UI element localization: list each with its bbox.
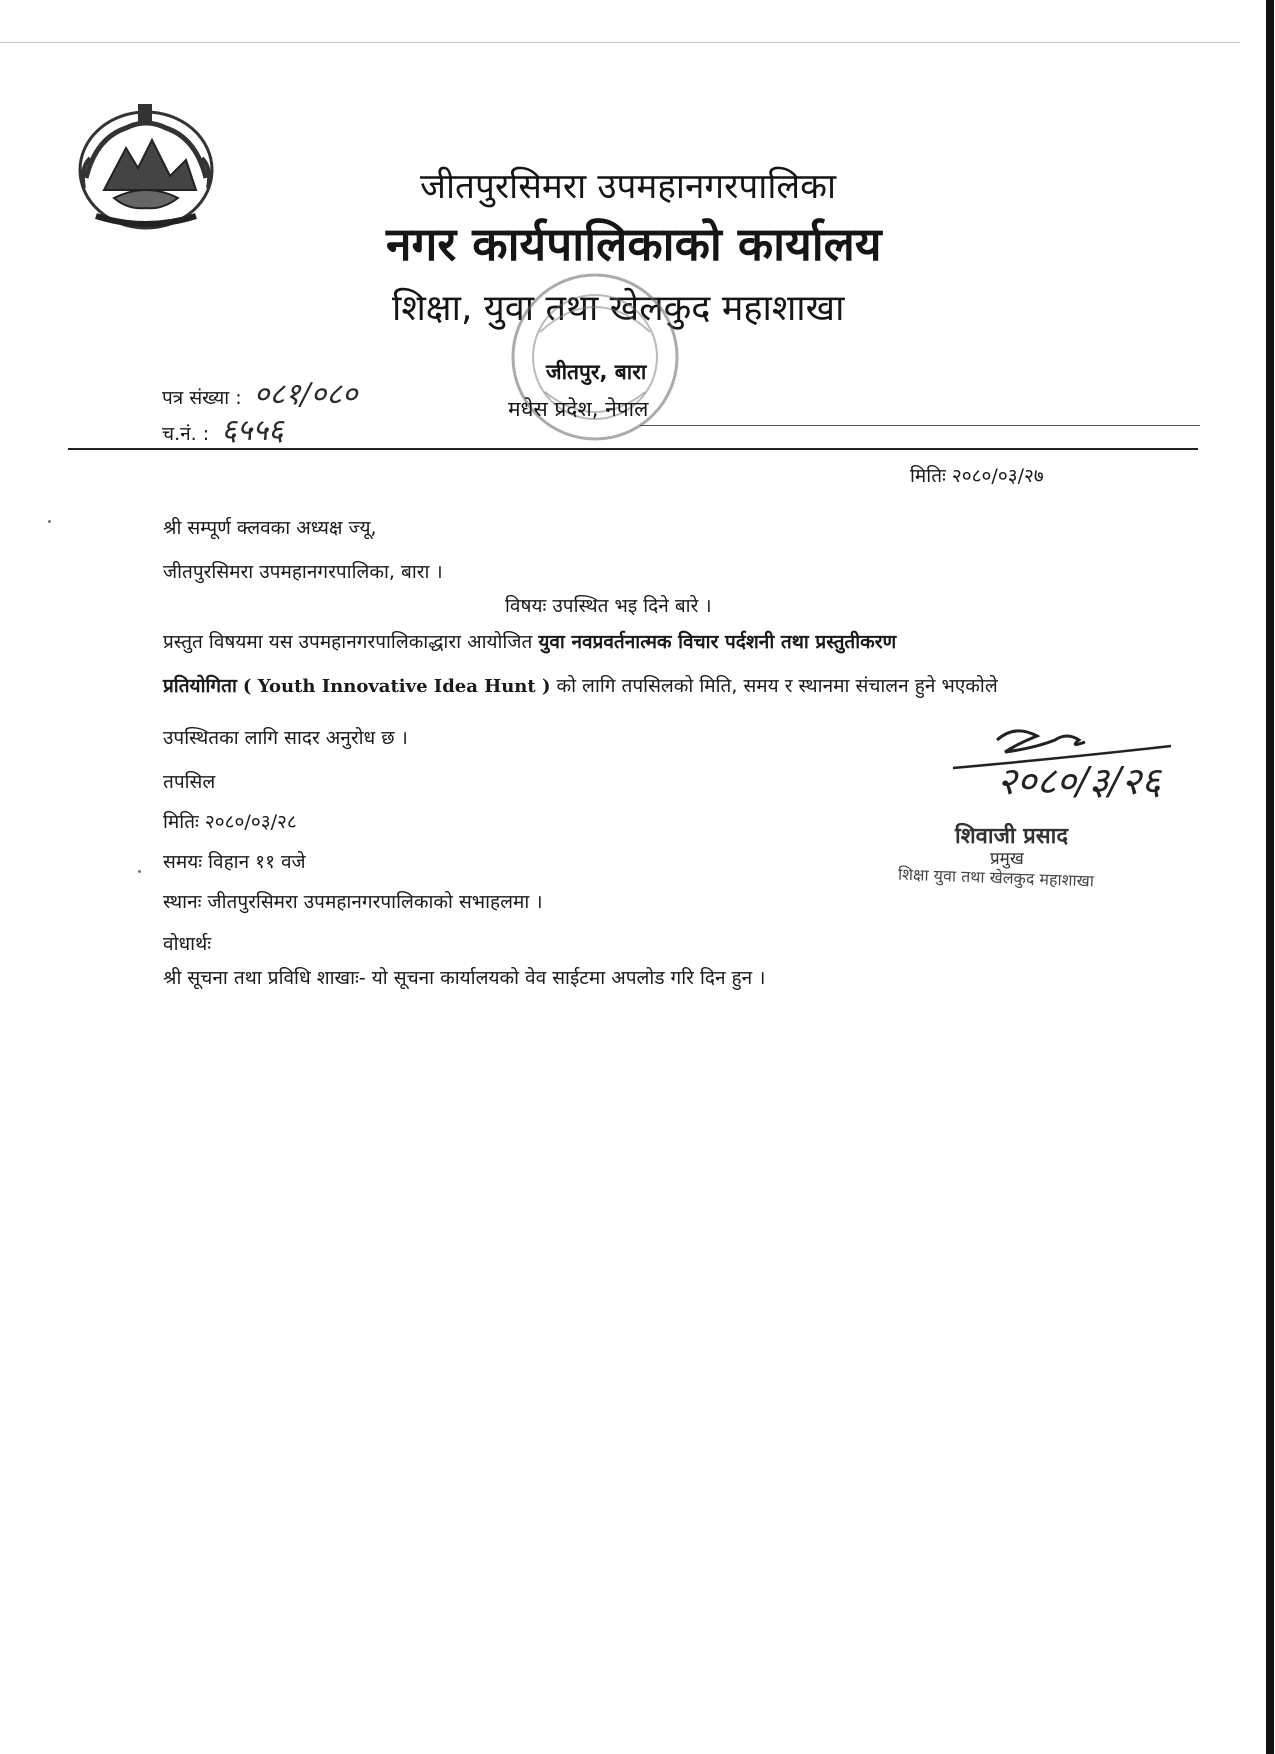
body-line-2 xyxy=(163,672,998,698)
office-title: नगर कार्यपालिकाको कार्यालय xyxy=(386,217,882,271)
body-line-1 xyxy=(163,628,1123,654)
header-divider-thin xyxy=(640,425,1200,426)
office-seal-stamp xyxy=(500,262,690,452)
dispatch-number-value: ६५५६ xyxy=(221,413,284,448)
office-province: मधेस प्रदेश, नेपाल xyxy=(508,397,649,421)
letter-number-row xyxy=(162,372,357,413)
body-line-2-rest: को लागि तपसिलको मिति, समय र स्थानमा संचालन हुने भएकोले xyxy=(550,675,998,697)
municipality-name: जीतपुरसिमरा उपमहानगरपालिका xyxy=(420,167,837,207)
scan-right-edge xyxy=(1266,0,1274,1754)
handwritten-signature xyxy=(945,718,1205,818)
info-heading: वोधार्थः xyxy=(163,933,212,955)
signatory-name: शिवाजी प्रसाद xyxy=(955,824,1069,849)
details-venue: स्थानः जीतपुरसिमरा उपमहानगरपालिकाको सभाहलमा । xyxy=(163,891,543,913)
dispatch-number-label: च.नं. : xyxy=(162,423,210,445)
event-name-end: प्रतियोगिता xyxy=(163,675,237,697)
office-place: जीतपुर, बारा xyxy=(546,360,647,384)
dispatch-number-row xyxy=(162,408,284,449)
scan-top-edge xyxy=(0,42,1240,43)
body-line-3: उपस्थितका लागि सादर अनुरोध छ । xyxy=(163,727,408,749)
details-time: समयः विहान ११ वजे xyxy=(163,851,306,873)
event-name-devanagari: युवा नवप्रवर्तनात्मक विचार पर्दशनी तथा प्रस्तुतीकरण xyxy=(538,631,897,653)
details-date: मितिः २०८०/०३/२८ xyxy=(163,811,297,833)
letter-date: मितिः २०८०/०३/२७ xyxy=(910,465,1044,487)
division-name: शिक्षा, युवा तथा खेलकुद महाशाखा xyxy=(392,288,845,329)
header-divider xyxy=(68,448,1198,450)
event-name-english: ( Youth Innovative Idea Hunt ) xyxy=(242,676,551,697)
recipient-line-2: जीतपुरसिमरा उपमहानगरपालिका, बारा । xyxy=(163,561,443,583)
info-line: श्री सूचना तथा प्रविधि शाखाः- यो सूचना कार्यालयको वेव साईटमा अपलोड गरि दिन हुन । xyxy=(163,967,766,989)
scan-speck xyxy=(48,520,51,523)
letter-number-label: पत्र संख्या : xyxy=(162,387,242,409)
government-emblem-icon xyxy=(66,98,226,238)
signature-date: २०८०/३/२६ xyxy=(997,759,1161,803)
signatory-title: प्रमुख xyxy=(990,849,1024,869)
letter-subject: विषयः उपस्थित भइ दिने बारे । xyxy=(505,595,712,617)
body-intro-text: प्रस्तुत विषयमा यस उपमहानगरपालिकाद्धारा आयोजित xyxy=(163,631,539,653)
letter-number-value: ०८१/०८० xyxy=(253,377,358,412)
recipient-line-1: श्री सम्पूर्ण क्लवका अध्यक्ष ज्यू, xyxy=(163,517,377,539)
scan-speck xyxy=(138,870,141,873)
signatory-department: शिक्षा युवा तथा खेलकुद महाशाखा xyxy=(897,864,1095,891)
details-heading: तपसिल xyxy=(163,771,216,793)
